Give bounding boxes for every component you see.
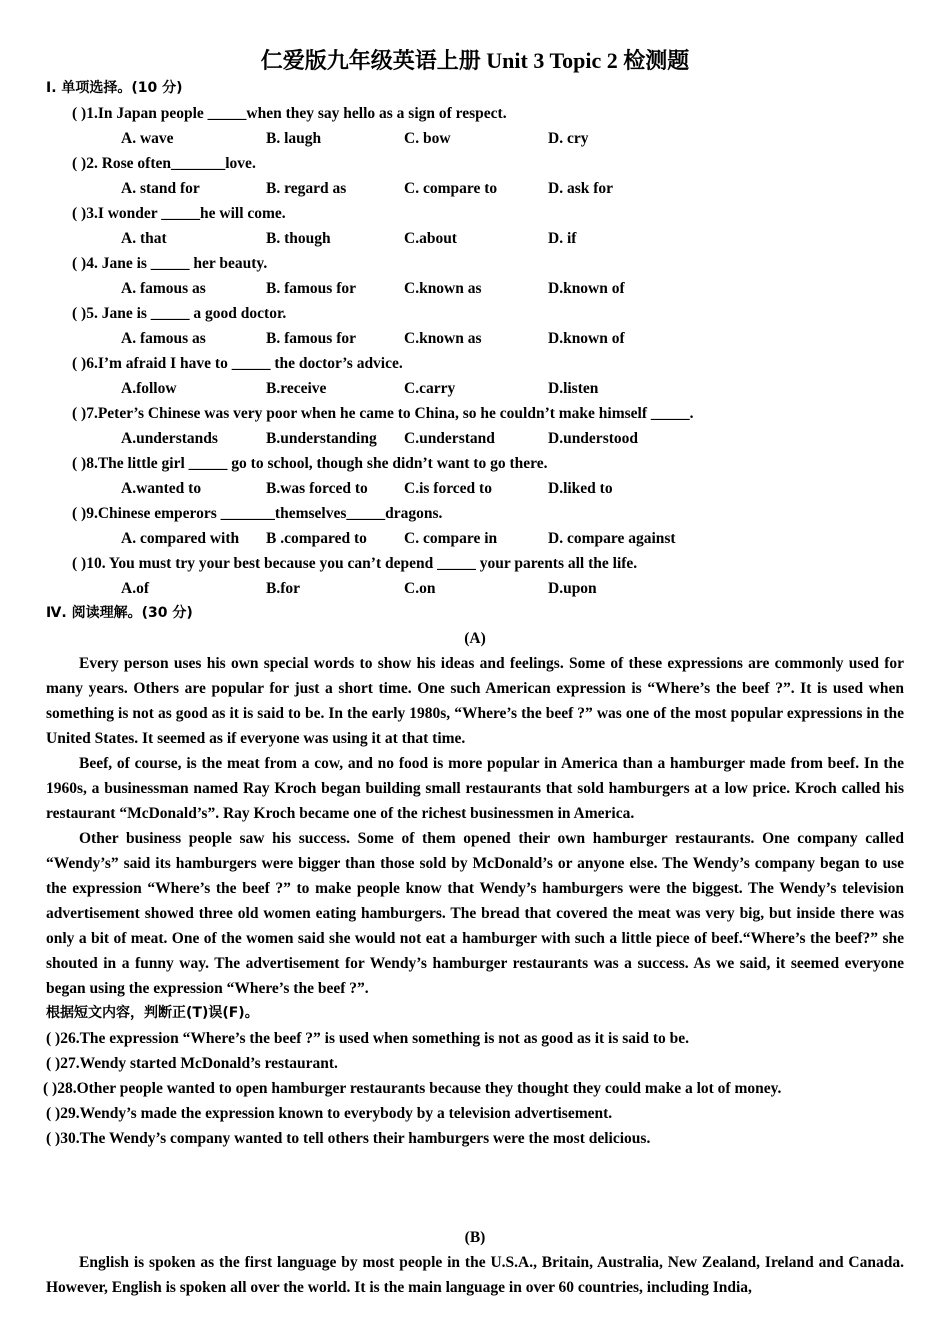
question-options: [0, 126, 950, 151]
option: D.understood: [548, 430, 639, 447]
option: C.carry: [404, 380, 456, 397]
question-stem: ( )2. Rose often_______love.: [72, 155, 256, 172]
tf-instruction: 根据短文内容，判断正(T)误(F)。: [46, 1005, 259, 1021]
option: B. regard as: [266, 180, 347, 197]
option: B. laugh: [266, 130, 322, 147]
option: B. though: [266, 230, 331, 247]
passage-a-paragraph-2: Beef, of course, is the meat from a cow, and no food is more popular in America than a hamburger made from beef. In the 1960s, a businessman named Ray Kroch began building small restaurants that sold hamburgers at a low price. Kroch called his restaurant “McDonald’s”. Ray Kroch became one of the richest businessmen in America.: [46, 755, 904, 822]
option: C.understand: [404, 430, 495, 447]
question-stem: ( )4. Jane is _____ her beauty.: [72, 255, 268, 272]
passage-b-label: (B): [464, 1229, 486, 1246]
option: A. famous as: [121, 280, 206, 297]
spacer: [0, 1151, 950, 1225]
option: D. ask for: [548, 180, 614, 197]
true-false-section: [0, 1001, 950, 1151]
question-stem: ( )6.I’m afraid I have to _____ the doctor’s advice.: [72, 355, 403, 372]
option: D. if: [548, 230, 577, 247]
tf-question: ( )27.Wendy started McDonald’s restaurant.: [46, 1055, 338, 1072]
option: B .compared to: [266, 530, 367, 547]
option: A. that: [121, 230, 167, 247]
question-options: [0, 226, 950, 251]
option: B. famous for: [266, 330, 356, 347]
option: C.on: [404, 580, 436, 597]
tf-question: ( )26.The expression “Where’s the beef ?” is used when something is not as good as it is said to be.: [46, 1030, 690, 1047]
section-heading-reading: Ⅳ. 阅读理解。(30 分): [46, 605, 193, 621]
question-options: [0, 426, 950, 451]
option: A.of: [121, 580, 149, 597]
question-options: [0, 476, 950, 501]
option: B. famous for: [266, 280, 356, 297]
option: C. compare to: [404, 180, 498, 197]
question-options: [0, 276, 950, 301]
question-options: [0, 376, 950, 401]
question-stem: ( )1.In Japan people _____when they say hello as a sign of respect.: [72, 105, 507, 122]
option: B.receive: [266, 380, 327, 397]
option: B.understanding: [266, 430, 377, 447]
option: D.liked to: [548, 480, 613, 497]
option: C.known as: [404, 330, 482, 347]
option: C. bow: [404, 130, 451, 147]
option: C.about: [404, 230, 457, 247]
option: A.wanted to: [121, 480, 202, 497]
question-stem: ( )3.I wonder _____he will come.: [72, 205, 286, 222]
option: A. compared with: [121, 530, 240, 547]
option: D. cry: [548, 130, 589, 147]
question-options: [0, 176, 950, 201]
option: A. famous as: [121, 330, 206, 347]
option: B.was forced to: [266, 480, 368, 497]
option: C.is forced to: [404, 480, 492, 497]
section-heading-multiple-choice: Ⅰ. 单项选择。(10 分): [46, 80, 183, 96]
option: D.listen: [548, 380, 599, 397]
page-title: 仁爱版九年级英语上册 Unit 3 Topic 2 检测题: [260, 48, 690, 73]
passage-a-label: (A): [464, 630, 486, 647]
option: C. compare in: [404, 530, 498, 547]
option: D.known of: [548, 280, 625, 297]
option: D.known of: [548, 330, 625, 347]
option: A.follow: [121, 380, 177, 397]
question-list: [0, 101, 950, 601]
tf-question: ( )30.The Wendy’s company wanted to tell others their hamburgers were the most delicious.: [46, 1130, 651, 1147]
question-stem: ( )10. You must try your best because you can’t depend _____ your parents all the life.: [72, 555, 638, 572]
option: B.for: [266, 580, 301, 597]
passage-b-paragraph: English is spoken as the first language by most people in the U.S.A., Britain, Australia, New Zealand, Ireland and Canada. However, English is spoken all over the world. It is the main language in over 60 countries, including India,: [46, 1254, 904, 1296]
question-options: [0, 576, 950, 601]
question-stem: ( )9.Chinese emperors _______themselves_____dragons.: [72, 505, 443, 522]
passage-a-paragraph-1: Every person uses his own special words to show his ideas and feelings. Some of these expressions are commonly used for many years. Others are popular for just a short time. One such American expression is “Where’s the beef ?”. It is used when something is not as good as it is said to be. In the early 1980s, “Where’s the beef ?” was one of the most popular expressions in the United States. It seemed as if everyone was using it at that time.: [46, 655, 904, 747]
option: C.known as: [404, 280, 482, 297]
option: A.understands: [121, 430, 218, 447]
question-options: [0, 526, 950, 551]
question-stem: ( )7.Peter’s Chinese was very poor when he came to China, so he couldn’t make himself _____.: [72, 405, 694, 422]
option: D.upon: [548, 580, 597, 597]
tf-question: ( )28.Other people wanted to open hamburger restaurants because they thought they could make a lot of money.: [43, 1080, 782, 1097]
option: A. wave: [121, 130, 174, 147]
option: A. stand for: [121, 180, 200, 197]
option: D. compare against: [548, 530, 676, 547]
question-stem: ( )5. Jane is _____ a good doctor.: [72, 305, 287, 322]
passage-a-paragraph-3: Other business people saw his success. Some of them opened their own hamburger restaurants. One company called “Wendy’s” said its hamburgers were bigger than those sold by McDonald’s or anyone else. The Wendy’s company began to use the expression “Where’s the beef ?” to make people know that Wendy’s hamburgers were the biggest. The Wendy’s television advertisement showed three old women eating hamburgers. The bread that covered the meat was very big, but inside there was only a bit of meat. One of the women said she would not eat a hamburger with such a little piece of beef.“Where’s the beef?” she shouted in a funny way. The advertisement for Wendy’s hamburger restaurants was a success. As we said, it seemed everyone began using the expression “Where’s the beef ?”.: [46, 830, 904, 997]
tf-question: ( )29.Wendy’s made the expression known to everybody by a television advertisement.: [46, 1105, 613, 1122]
question-stem: ( )8.The little girl _____ go to school, though she didn’t want to go there.: [72, 455, 548, 472]
question-options: [0, 326, 950, 351]
